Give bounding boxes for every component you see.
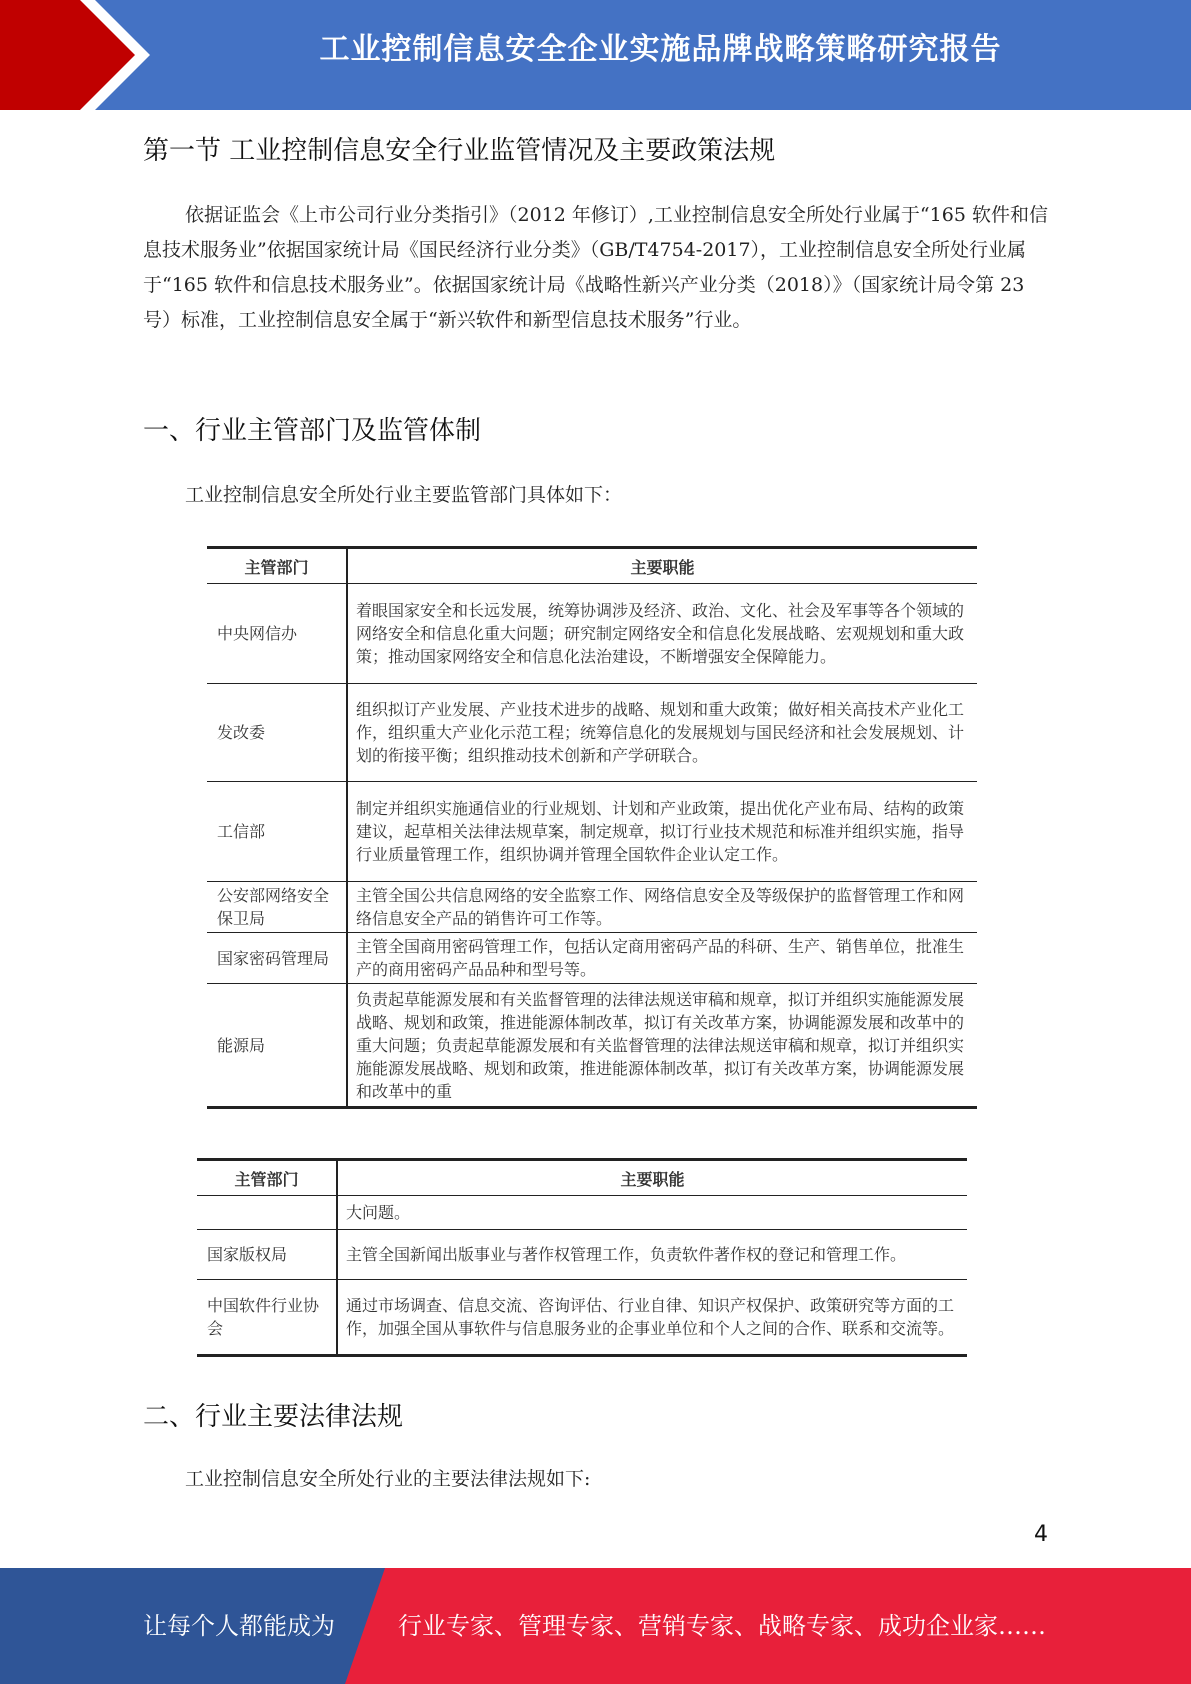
subsection-2-title: 二、行业主要法律法规 — [143, 1402, 404, 1432]
dept-cell: 国家密码管理局 — [207, 933, 347, 984]
dept-cell: 中央网信办 — [207, 584, 347, 684]
page-header — [0, 0, 1191, 110]
duty-cell: 主管全国新闻出版事业与著作权管理工作，负责软件著作权的登记和管理工作。 — [337, 1230, 967, 1280]
dept-cell: 国家版权局 — [197, 1230, 337, 1280]
duty-cell: 制定并组织实施通信业的行业规划、计划和产业政策，提出优化产业布局、结构的政策建议，起草相关法律法规草案，制定规章，拟订行业技术规范和标准并组织实施，指导行业质量管理工作，组织协调并管理全国软件企业认定工作。 — [347, 782, 977, 882]
subsection-2-intro: 工业控制信息安全所处行业的主要法律法规如下: — [185, 1468, 591, 1490]
section-title: 第一节 工业控制信息安全行业监管情况及主要政策法规 — [143, 136, 776, 166]
dept-cell: 公安部网络安全保卫局 — [207, 882, 347, 933]
regulator-table-1 — [207, 546, 977, 1109]
duty-cell: 通过市场调查、信息交流、咨询评估、行业自律、知识产权保护、政策研究等方面的工作，加强全国从事软件与信息服务业的企事业单位和个人之间的合作、联系和交流等。 — [337, 1280, 967, 1356]
table-header-row — [197, 1160, 967, 1196]
table-row — [197, 1280, 967, 1356]
subsection-1-intro: 工业控制信息安全所处行业主要监管部门具体如下： — [185, 484, 623, 506]
column-header-dept: 主管部门 — [197, 1160, 337, 1196]
table-row — [197, 1230, 967, 1280]
footer-slogan-right: 行业专家、管理专家、营销专家、战略专家、成功企业家…… — [398, 1612, 1046, 1640]
table-row — [197, 1196, 967, 1230]
table-row — [207, 684, 977, 782]
duty-cell: 负责起草能源发展和有关监督管理的法律法规送审稿和规章，拟订并组织实施能源发展战略、规划和政策，推进能源体制改革，拟订有关改革方案，协调能源发展和改革中的重大问题；负责起草能源发展和有关监督管理的法律法规送审稿和规章，拟订并组织实施能源发展战略、规划和政策，推进能源体制改革，拟订有关改革方案，协调能源发展和改革中的重 — [347, 984, 977, 1108]
dept-cell: 发改委 — [207, 684, 347, 782]
page-number: 4 — [1034, 1522, 1048, 1547]
page-footer — [0, 1568, 1191, 1684]
table-row — [207, 933, 977, 984]
regulator-table-2 — [197, 1158, 967, 1357]
table-row — [207, 984, 977, 1108]
column-header-duty: 主要职能 — [337, 1160, 967, 1196]
intro-paragraph: 依据证监会《上市公司行业分类指引》（2012 年修订）,工业控制信息安全所处行业属于“165 软件和信息技术服务业”依据国家统计局《国民经济行业分类》（GB/T4754-2017），工业控制信息安全所处行业属于“165 软件和信息技术服务业”。依据国家统计局《战略性新兴产业分类（2018）》（国家统计局令第 23 号）标准，工业控制信息安全属于“新兴软件和新型信息技术服务”行业。 — [143, 204, 1048, 331]
table-header-row — [207, 548, 977, 584]
header-title: 工业控制信息安全企业实施品牌战略策略研究报告 — [319, 32, 1002, 67]
table-row — [207, 882, 977, 933]
dept-cell — [197, 1196, 337, 1230]
table-row — [207, 584, 977, 684]
dept-cell: 能源局 — [207, 984, 347, 1108]
footer-slogan-left: 让每个人都能成为 — [143, 1612, 335, 1640]
column-header-dept: 主管部门 — [207, 548, 347, 584]
dept-cell: 工信部 — [207, 782, 347, 882]
dept-cell: 中国软件行业协会 — [197, 1280, 337, 1356]
duty-cell: 着眼国家安全和长远发展，统筹协调涉及经济、政治、文化、社会及军事等各个领域的网络安全和信息化重大问题；研究制定网络安全和信息化发展战略、宏观规划和重大政策；推动国家网络安全和信息化法治建设，不断增强安全保障能力。 — [347, 584, 977, 684]
duty-cell: 组织拟订产业发展、产业技术进步的战略、规划和重大政策；做好相关高技术产业化工作，组织重大产业化示范工程；统筹信息化的发展规划与国民经济和社会发展规划、计划的衔接平衡；组织推动技术创新和产学研联合。 — [347, 684, 977, 782]
subsection-1-title: 一、行业主管部门及监管体制 — [143, 416, 482, 446]
duty-cell: 主管全国公共信息网络的安全监察工作、网络信息安全及等级保护的监督管理工作和网络信息安全产品的销售许可工作等。 — [347, 882, 977, 933]
table-row — [207, 782, 977, 882]
column-header-duty: 主要职能 — [347, 548, 977, 584]
duty-cell: 大问题。 — [337, 1196, 967, 1230]
duty-cell: 主管全国商用密码管理工作，包括认定商用密码产品的科研、生产、销售单位，批准生产的商用密码产品品种和型号等。 — [347, 933, 977, 984]
